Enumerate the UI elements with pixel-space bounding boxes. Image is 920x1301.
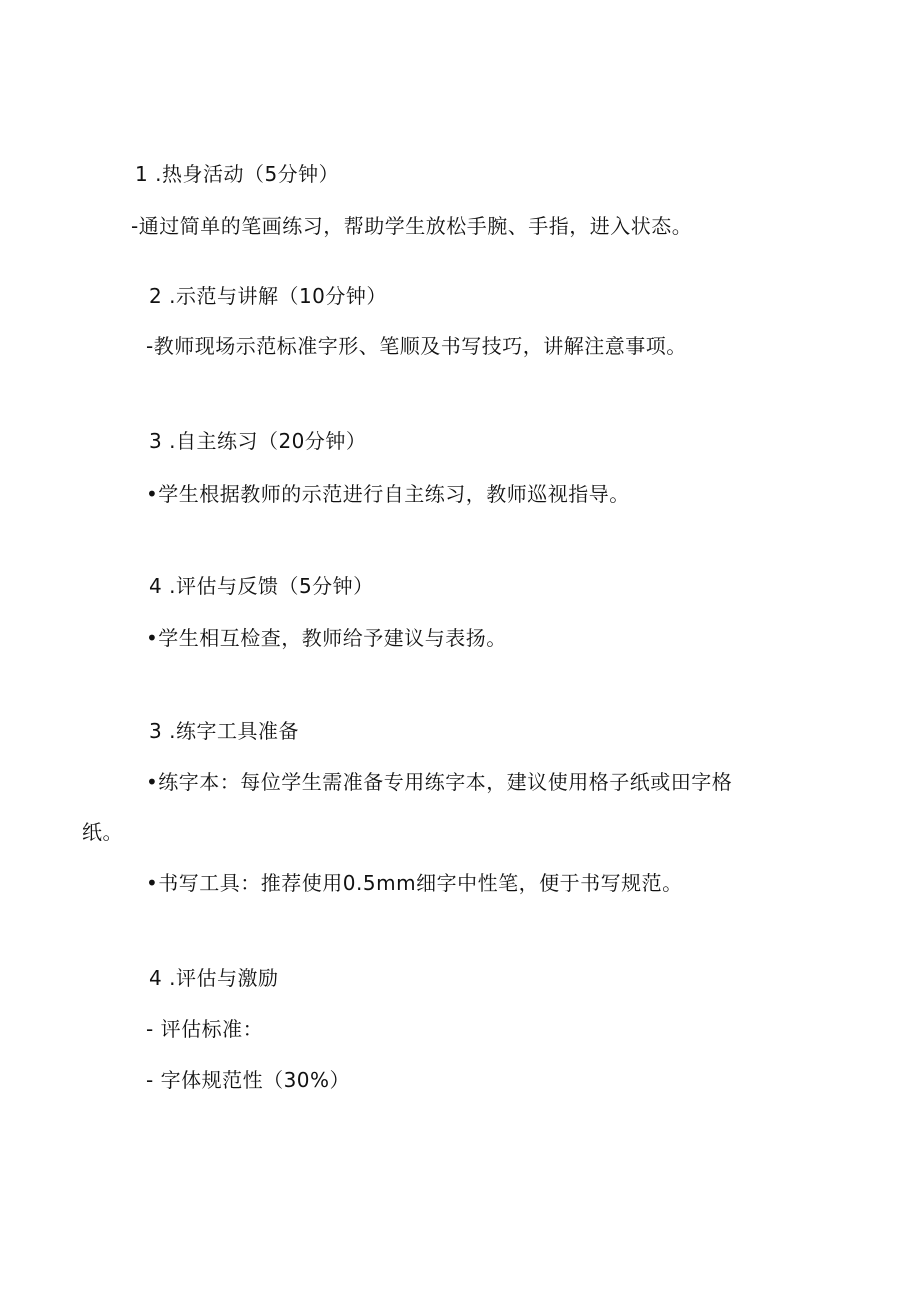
section-heading-tools: 3 .练字工具准备 [149, 719, 299, 743]
section-heading-assessment-feedback: 4 .评估与反馈（5分钟） [149, 574, 374, 598]
bullet-self-practice-description: •学生根据教师的示范进行自主练习，教师巡视指导。 [146, 482, 630, 506]
section-heading-demonstration: 2 .示范与讲解（10分钟） [149, 284, 387, 308]
bullet-practice-book-continued: 纸。 [82, 820, 123, 844]
bullet-evaluation-criteria: - 评估标准： [146, 1017, 264, 1041]
bullet-font-standard: - 字体规范性（30%） [146, 1068, 351, 1092]
section-heading-warmup: 1 .热身活动（5分钟） [135, 162, 340, 186]
bullet-assessment-feedback-description: •学生相互检查，教师给予建议与表扬。 [146, 626, 507, 650]
bullet-warmup-description: -通过简单的笔画练习，帮助学生放松手腕、手指，进入状态。 [131, 214, 693, 238]
section-heading-self-practice: 3 .自主练习（20分钟） [149, 429, 367, 453]
section-heading-evaluation-incentive: 4 .评估与激励 [149, 966, 279, 990]
bullet-demonstration-description: -教师现场示范标准字形、笔顺及书写技巧，讲解注意事项。 [146, 334, 687, 358]
bullet-practice-book: •练字本：每位学生需准备专用练字本，建议使用格子纸或田字格 [146, 770, 733, 794]
bullet-writing-tools: •书写工具：推荐使用0.5mm细字中性笔，便于书写规范。 [146, 871, 683, 895]
